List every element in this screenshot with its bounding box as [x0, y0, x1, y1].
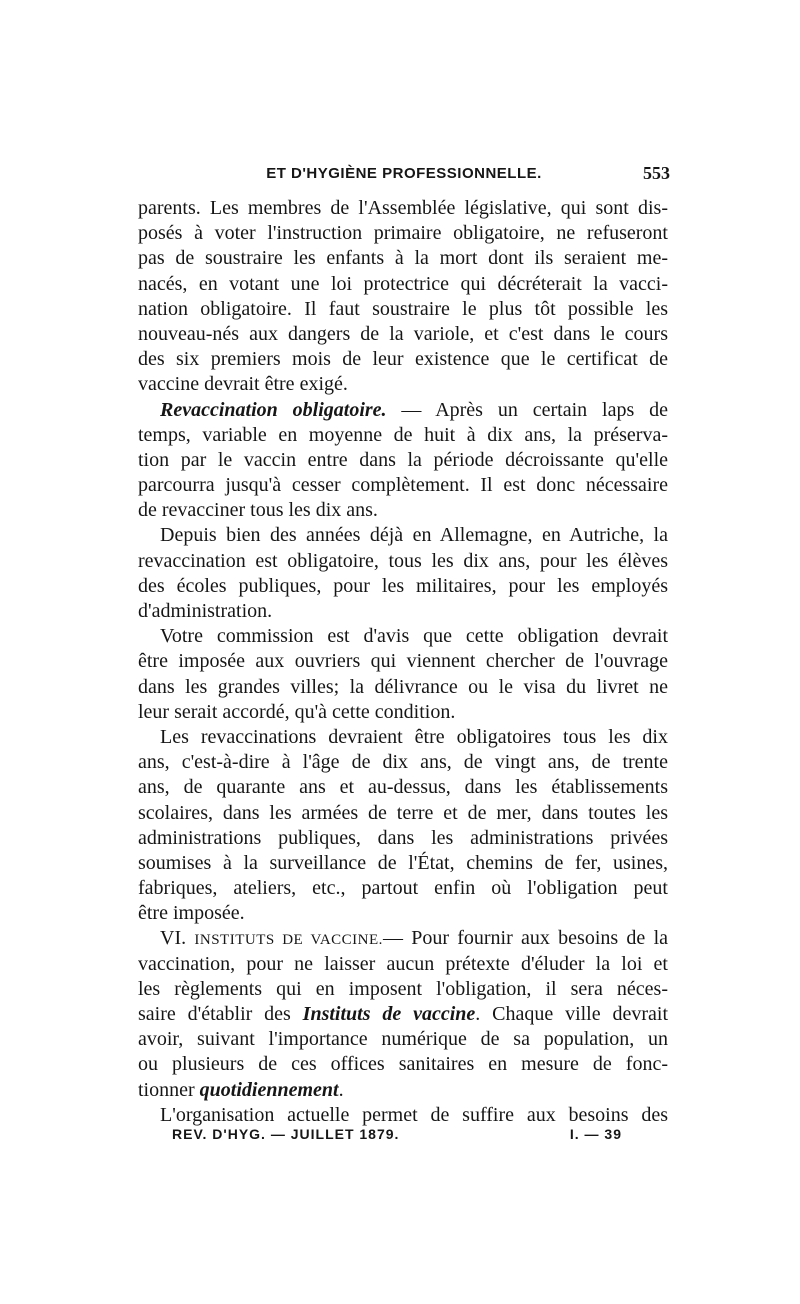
- text-line: nacés, en votant une loi protectrice qui décréterait la vacci-: [138, 272, 668, 295]
- text-line: de revacciner tous les dix ans.: [138, 499, 378, 522]
- text-line: nation obligatoire. Il faut soustraire le plus tôt possible les: [138, 297, 668, 320]
- text-line: administrations publiques, dans les administrations privées: [138, 826, 668, 849]
- text-line: ou plusieurs de ces offices sanitaires en mesure de fonc-: [138, 1053, 668, 1076]
- text-line: temps, variable en moyenne de huit à dix ans, la préserva-: [138, 423, 668, 446]
- text-line: scolaires, dans les armées de terre et de mer, dans toutes les: [138, 801, 668, 824]
- body-text: [138, 196, 668, 1128]
- text-line: les règlements qui en imposent l'obligation, il sera néces-: [138, 977, 668, 1000]
- text-line: des écoles publiques, pour les militaires, pour les employés: [138, 574, 668, 597]
- running-head: ET D'HYGIÈNE PROFESSIONNELLE.: [266, 165, 542, 182]
- text-line: avoir, suivant l'importance numérique de sa population, un: [138, 1028, 668, 1051]
- text-line: posés à voter l'instruction primaire obligatoire, ne refuseront: [138, 222, 668, 245]
- text-line: [138, 398, 668, 423]
- text-line: fabriques, ateliers, etc., partout enfin où l'obligation peut: [138, 877, 668, 900]
- text-line: ans, de quarante ans et au-dessus, dans les établissements: [138, 776, 668, 799]
- sheet-number: I. — 39: [569, 1126, 622, 1142]
- text-line: parents. Les membres de l'Assemblée législative, qui sont dis-: [138, 197, 668, 219]
- emphasis: Instituts de vaccine: [302, 1003, 476, 1025]
- text-line: pas de soustraire les enfants à la mort dont ils seraient me-: [138, 247, 668, 270]
- text-line: soumises à la surveillance de l'État, chemins de fer, usines,: [138, 851, 668, 874]
- text-fragment: — Pour fournir aux besoins de la: [382, 927, 668, 950]
- text-line: Votre commission est d'avis que cette obligation devrait: [160, 625, 668, 648]
- section-heading: INSTITUTS DE VACCINE.: [194, 932, 383, 949]
- text-line: parcourra jusqu'à cesser complètement. Il est donc nécessaire: [138, 474, 668, 497]
- text-fragment: — Après un certain laps de: [386, 398, 668, 421]
- text-line: [138, 1002, 668, 1027]
- section-numeral: VI.: [160, 927, 187, 950]
- text-line: tion par le vaccin entre dans la période décroissante qu'elle: [138, 448, 668, 471]
- emphasis: quotidiennement: [199, 1078, 339, 1101]
- text-line: Depuis bien des années déjà en Allemagne, en Autriche, la: [160, 524, 668, 547]
- text-line: être imposée.: [138, 902, 245, 925]
- text-line: être imposée aux ouvriers qui viennent chercher de l'ouvrage: [138, 650, 668, 673]
- text-fragment: saire d'établir des: [138, 1003, 303, 1025]
- text-line: nouveau-nés aux dangers de la variole, et c'est dans le cours: [138, 322, 668, 345]
- text-line: d'administration.: [138, 600, 273, 622]
- text-fragment: .: [338, 1078, 344, 1101]
- text-fragment: . Chaque ville devrait: [475, 1003, 668, 1025]
- signature-mark: REV. D'HYG. — JUILLET 1879.: [172, 1126, 400, 1142]
- text-line: revaccination est obligatoire, tous les dix ans, pour les élèves: [138, 549, 668, 572]
- page-header: [138, 162, 670, 188]
- text-line: Les revaccinations devraient être obligatoires tous les dix: [160, 725, 668, 748]
- text-line: dans les grandes villes; la délivrance ou le visa du livret ne: [138, 675, 668, 698]
- text-line: [138, 926, 668, 951]
- page-footer: [172, 1124, 622, 1148]
- section-heading: Revaccination obligatoire.: [160, 398, 387, 421]
- text-line: vaccine devrait être exigé.: [138, 373, 348, 396]
- text-line: L'organisation actuelle permet de suffire aux besoins des: [160, 1103, 668, 1126]
- page-number: 553: [643, 163, 670, 183]
- text-line: ans, c'est-à-dire à l'âge de dix ans, de vingt ans, de trente: [138, 751, 668, 774]
- text-line: [138, 1078, 668, 1103]
- text-line: leur serait accordé, qu'à cette condition.: [138, 700, 456, 723]
- text-fragment: tionner: [138, 1078, 200, 1101]
- text-line: vaccination, pour ne laisser aucun prétexte d'éluder la loi et: [138, 952, 668, 975]
- text-line: des six premiers mois de leur existence que le certificat de: [138, 348, 668, 371]
